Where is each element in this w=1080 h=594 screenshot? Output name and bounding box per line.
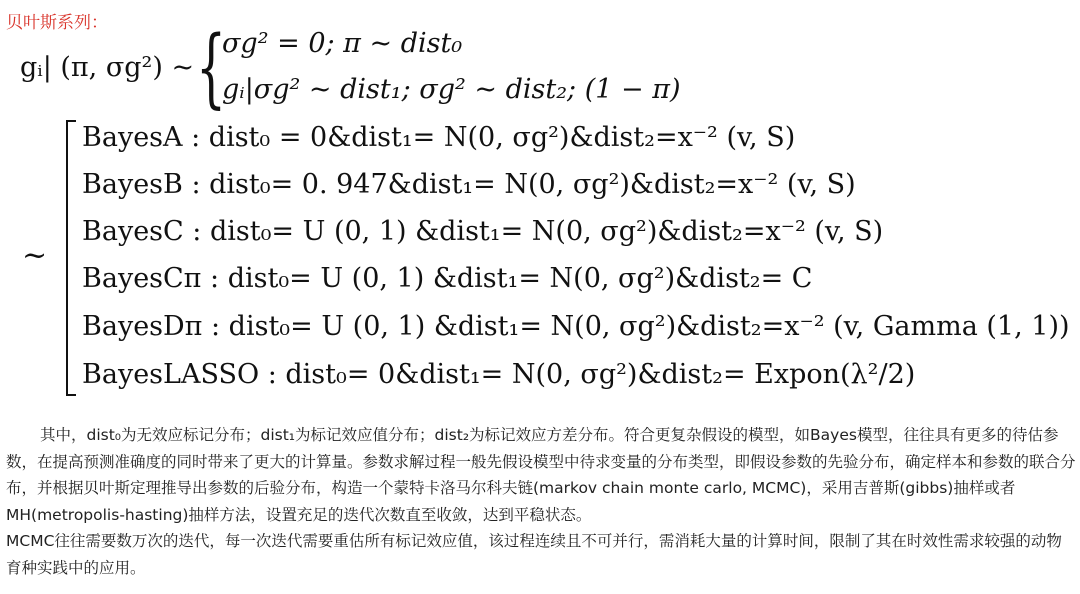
explanation-text: 其中，dist₀为无效应标记分布；dist₁为标记效应值分布；dist₂为标记效应方差分布。符合更复杂假设的模型，如Bayes模型，往往具有更多的待估参数，在提高预测准确度的同时带来了更大的计算量。参数求解过程一般先假设模型中待求变量的分布类型，即假设参数的先验分布，确定样本和参数的联合分布，并根据贝叶斯定理推导出参数的后验分布，构造一个蒙特卡洛马尔科夫链(markov chain monte carlo, MCMC)，采用吉普斯(gibbs)抽样或者MH(metropolis-hasting)抽样方法，设置充足的迭代次数直至收敛，达到平稳状态。 bbox=[6, 426, 1076, 524]
section-heading: 贝叶斯系列： bbox=[6, 13, 108, 33]
model-row-bayesb: BayesB : dist₀= 0. 947&dist₁= N(0, σg²)&dist₂=x⁻² (v, S) bbox=[82, 169, 856, 200]
formula-case-1: σg² = 0; π ~ dist₀ bbox=[222, 28, 463, 59]
model-bracket bbox=[66, 120, 76, 396]
cases-brace: { bbox=[196, 18, 227, 118]
model-row-bayescpi: BayesCπ : dist₀= U (0, 1) &dist₁= N(0, σg²)&dist₂= C bbox=[82, 263, 813, 294]
formula-case-2: gᵢ|σg² ~ dist₁; σg² ~ dist₂; (1 − π) bbox=[222, 74, 681, 105]
formula-tilde: ~ bbox=[22, 238, 48, 273]
formula-lhs: gᵢ| (π, σg²) ~ bbox=[20, 52, 195, 83]
model-row-bayesc: BayesC : dist₀= U (0, 1) &dist₁= N(0, σg²)&dist₂=x⁻² (v, S) bbox=[82, 216, 884, 247]
model-row-bayesdpi: BayesDπ : dist₀= U (0, 1) &dist₁= N(0, σg²)&dist₂=x⁻² (v, Gamma (1, 1)) bbox=[82, 311, 1070, 342]
model-row-bayeslasso: BayesLASSO : dist₀= 0&dist₁= N(0, σg²)&dist₂= Expon(λ²/2) bbox=[82, 359, 916, 390]
explanation-paragraph bbox=[6, 422, 1076, 528]
model-row-bayesa: BayesA : dist₀ = 0&dist₁= N(0, σg²)&dist₂=x⁻² (v, S) bbox=[82, 122, 796, 153]
mcmc-paragraph: MCMC往往需要数万次的迭代，每一次迭代需要重估所有标记效应值，该过程连续且不可并行，需消耗大量的计算时间，限制了其在时效性需求较强的动物育种实践中的应用。 bbox=[6, 532, 1062, 577]
